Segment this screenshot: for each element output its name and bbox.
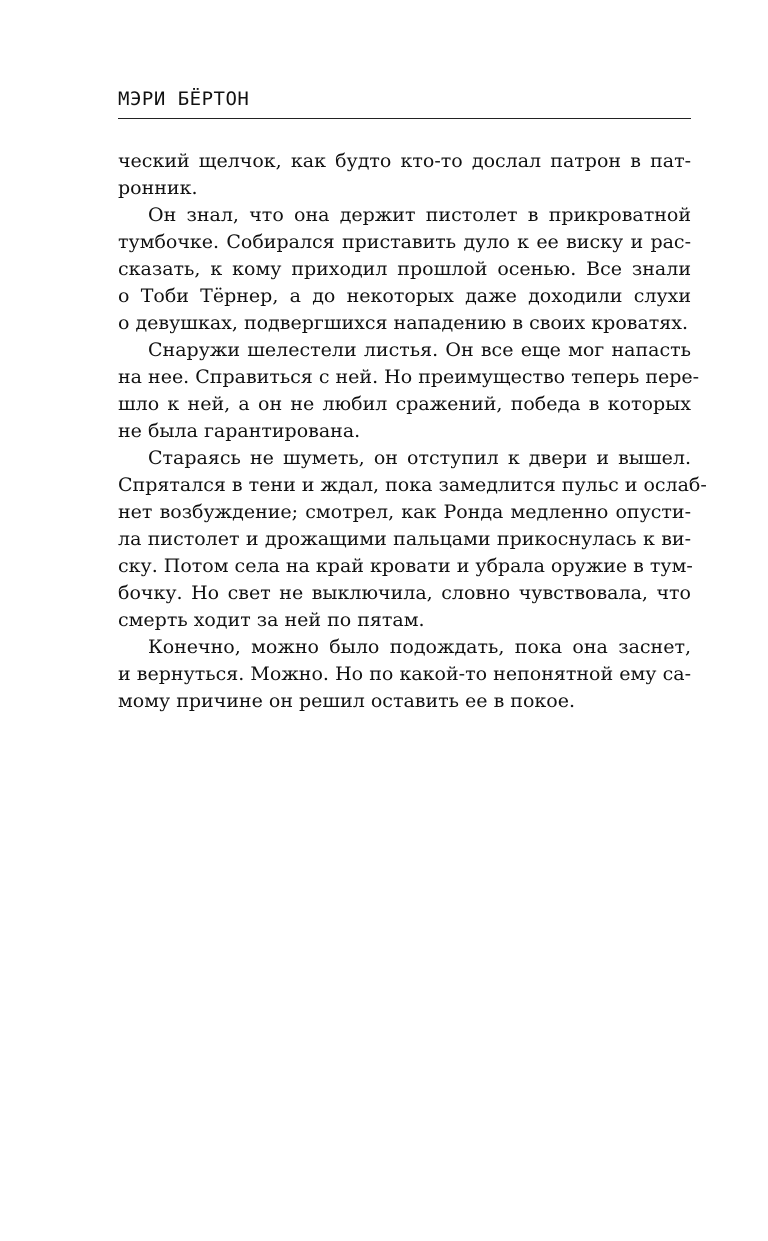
text-line: Снаружи шелестели листья. Он все еще мог напасть [148, 339, 691, 361]
header-rule [118, 118, 691, 119]
text-line: мому причине он решил оставить ее в покое. [118, 690, 576, 712]
paragraph [118, 148, 691, 202]
text-line: ску. Потом села на край кровати и убрала оружие в тум- [118, 555, 693, 577]
text-line: Спрятался в тени и ждал, пока замедлится пульс и ослаб- [118, 474, 707, 496]
text-line: нет возбуждение; смотрел, как Ронда медленно опусти- [118, 501, 691, 523]
book-page [118, 0, 707, 1241]
text-line: тумбочке. Собирался приставить дуло к ее виску и рас- [118, 231, 691, 253]
paragraph [118, 445, 707, 634]
text-line: на нее. Справиться с ней. Но преимущество теперь пере- [118, 366, 700, 388]
text-line: ронник. [118, 177, 198, 199]
text-line: Конечно, можно было подождать, пока она заснет, [148, 636, 691, 658]
body-text [118, 148, 707, 715]
text-line: о девушках, подвергшихся нападению в своих кроватях. [118, 312, 689, 334]
paragraph [118, 202, 691, 337]
text-line: ла пистолет и дрожащими пальцами прикоснулась к ви- [118, 528, 691, 550]
text-line: смерть ходит за ней по пятам. [118, 609, 425, 631]
text-line: ческий щелчок, как будто кто-то дослал патрон в пат- [118, 150, 691, 172]
text-line: бочку. Но свет не выключила, словно чувствовала, что [118, 582, 691, 604]
running-head: МЭРИ БЁРТОН [118, 88, 250, 110]
text-line: шло к ней, а он не любил сражений, победа в которых [118, 393, 691, 415]
text-line: Он знал, что она держит пистолет в прикроватной [148, 204, 691, 226]
paragraph [118, 634, 691, 715]
text-line: о Тоби Тёрнер, а до некоторых даже доходили слухи [118, 285, 691, 307]
text-line: не была гарантирована. [118, 420, 361, 442]
text-line: и вернуться. Можно. Но по какой-то непонятной ему са- [118, 663, 691, 685]
text-line: Стараясь не шуметь, он отступил к двери и вышел. [148, 447, 691, 469]
text-line: сказать, к кому приходил прошлой осенью. Все знали [118, 258, 691, 280]
paragraph [118, 337, 700, 445]
